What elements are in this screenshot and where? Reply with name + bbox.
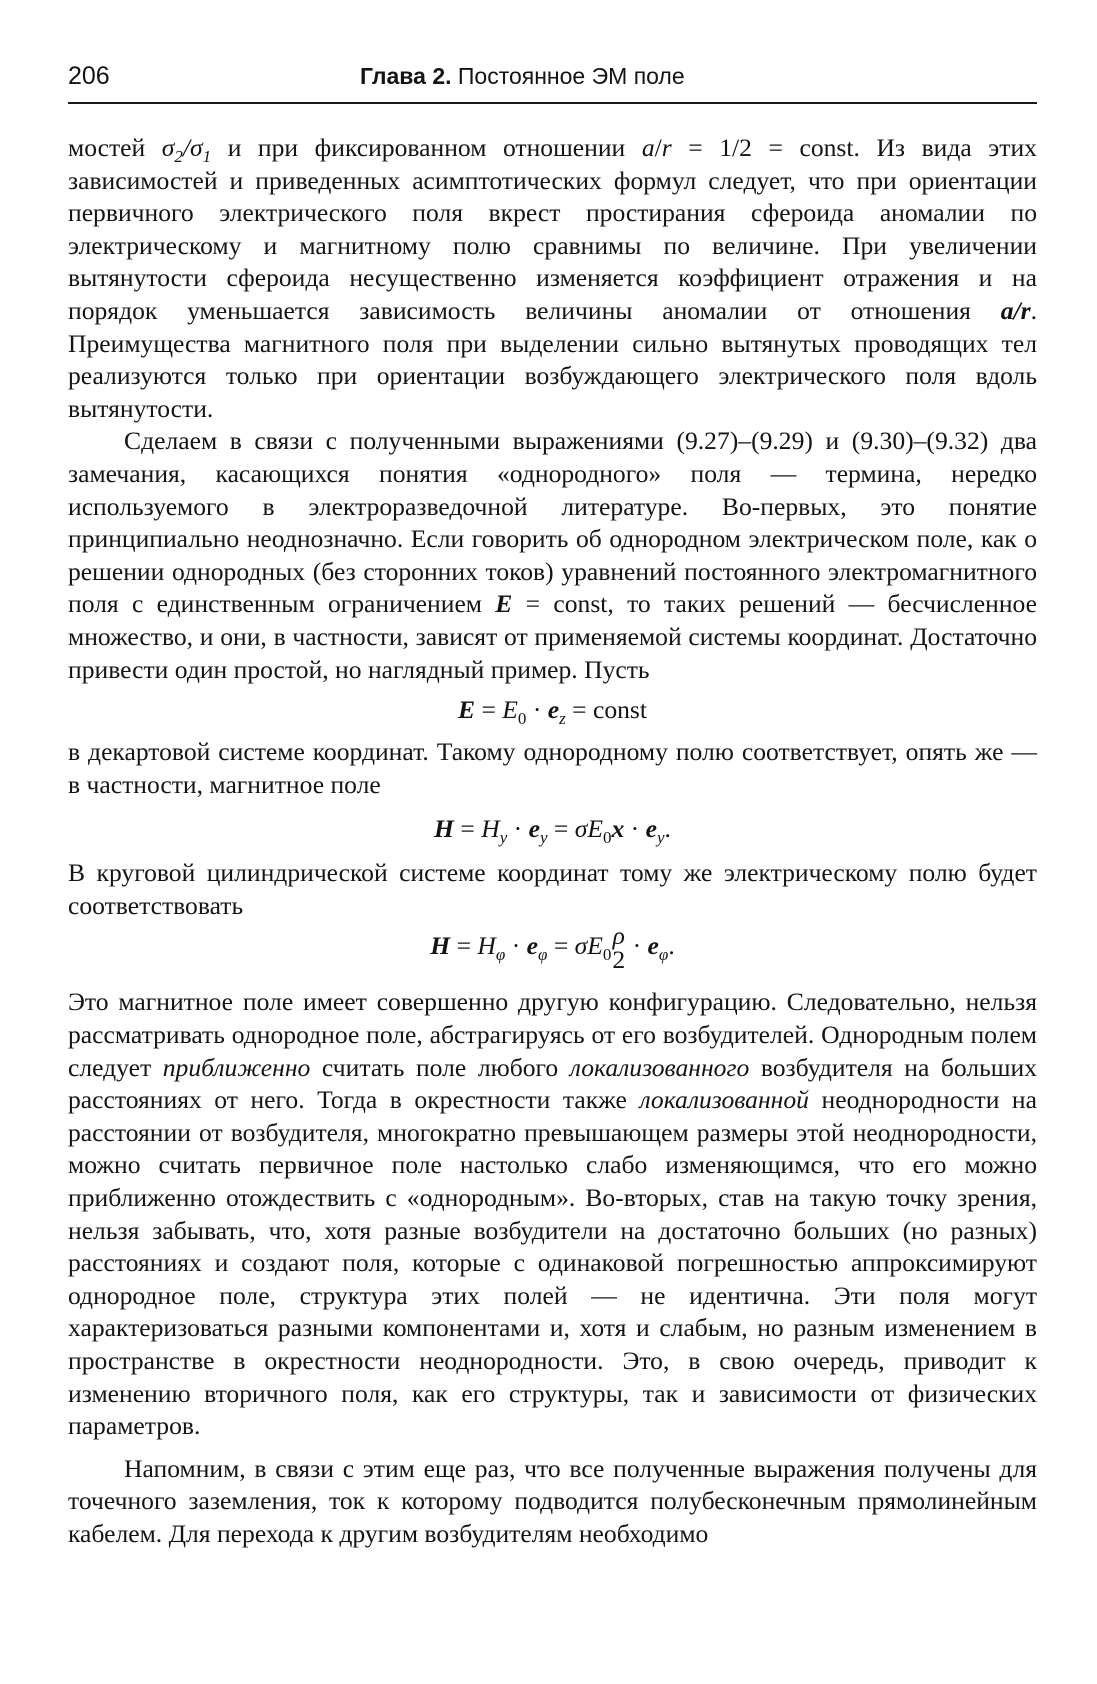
chapter-label: Глава 2. [360, 63, 452, 89]
paragraph-1: мостей $\sigma_2/\sigma_1$ и при фиксированном отношении a/r = 1/2 = const. Из вида этих зависимостей и приведенных асимптотических формул следует, что при ориентации первичного электрического поля вкрест простирания сфероида аномалии по электрическому и магнитному полю сравнимы по величине. При увеличении вытянутости сфероида несущественно изменяется коэффициент отражения и на порядок уменьшается зависимость величины аномалии от отношения a/r. Преимущества магнитного поля при выделении сильно вытянутых проводящих тел реализуются только при ориентации возбуждающего электрического поля вдоль вытянутости. [68, 133, 1037, 423]
fraction-rho-over-2: ρ 2 [612, 921, 626, 975]
inline-formula-ar-ratio: a [641, 133, 655, 162]
running-header [68, 62, 1037, 104]
inline-formula-ar: a/r [1000, 295, 1031, 325]
paragraph-4: В круговой цилиндрической системе координат тому же электрическому полю будет соответствовать [68, 858, 1037, 920]
paragraph-3: в декартовой системе координат. Такому однородному полю соответствует, опять же — в частности, магнитное поле [68, 737, 1037, 799]
page-number: 206 [68, 62, 110, 90]
formula-1: $E = E_0 \cdot e_z$ = const [457, 695, 648, 729]
paragraph-2: Сделаем в связи с полученными выражениями (9.27)–(9.29) и (9.30)–(9.32) два замечания, касающихся понятия «однородного» поля — термина, нередко используемого в электроразведочной литературе. Во-первых, это понятие принципиально неоднозначно. Если говорить об однородном электрическом поле, как о решении однородных (без сторонних токов) уравнений постоянного электромагнитного поля с единственным ограничением E = const, то таких решений — бесчисленное множество, и они, в частности, зависят от применяемой системы координат. Достаточно привести один простой, но наглядный пример. Пусть [68, 426, 1037, 684]
chapter-title: Постоянное ЭМ поле [457, 63, 685, 89]
paragraph-6: Напомним, в связи с этим еще раз, что все полученные выражения получены для точечного заземления, ток к которому подводится полубесконечным прямолинейным кабелем. Для перехода к другим возбудителям необходимо [68, 1453, 1037, 1548]
formula-3: $H = H_\varphi \cdot e_\varphi = \sigma E_0$ ρ 2 · $e_\varphi$. [430, 921, 675, 975]
chapter-heading [360, 63, 685, 90]
body-text [68, 132, 1037, 1551]
formula-2: $H = H_y \cdot e_y = \sigma E_0x \cdot e_y$. [434, 814, 671, 848]
paragraph-5: Это магнитное поле имеет совершенно другую конфигурацию. Следовательно, нельзя рассматривать однородное поле, абстрагируясь от его возбудителей. Однородным полем следует приближенно считать поле любого локализованного возбудителя на больших расстояниях от него. Тогда в окрестности также локализованной неоднородности на расстоянии от возбудителя, многократно превышающем размеры этой неоднородности, можно считать первичное поле настолько слабо изменяющимся, что его можно приближенно отождествить с «однородным». Во-вторых, став на такую точку зрения, нельзя забывать, что, хотя разные возбудители на достаточно больших (но разных) расстояниях и создают поля, которые с одинаковой погрешностью аппроксимируют однородное поле, структура этих полей — не идентична. Эти поля могут характеризоваться разными компонентами и, хотя и слабым, но разным изменением в пространстве в окрестности неоднородности. Это, в свою очередь, приводит к изменению вторичного поля, как его структуры, так и зависимости от физических параметров. [68, 987, 1038, 1441]
inline-formula-e: E [495, 589, 513, 619]
inline-formula-sigma-ratio: $\sigma_2/\sigma_1$ [161, 133, 212, 167]
